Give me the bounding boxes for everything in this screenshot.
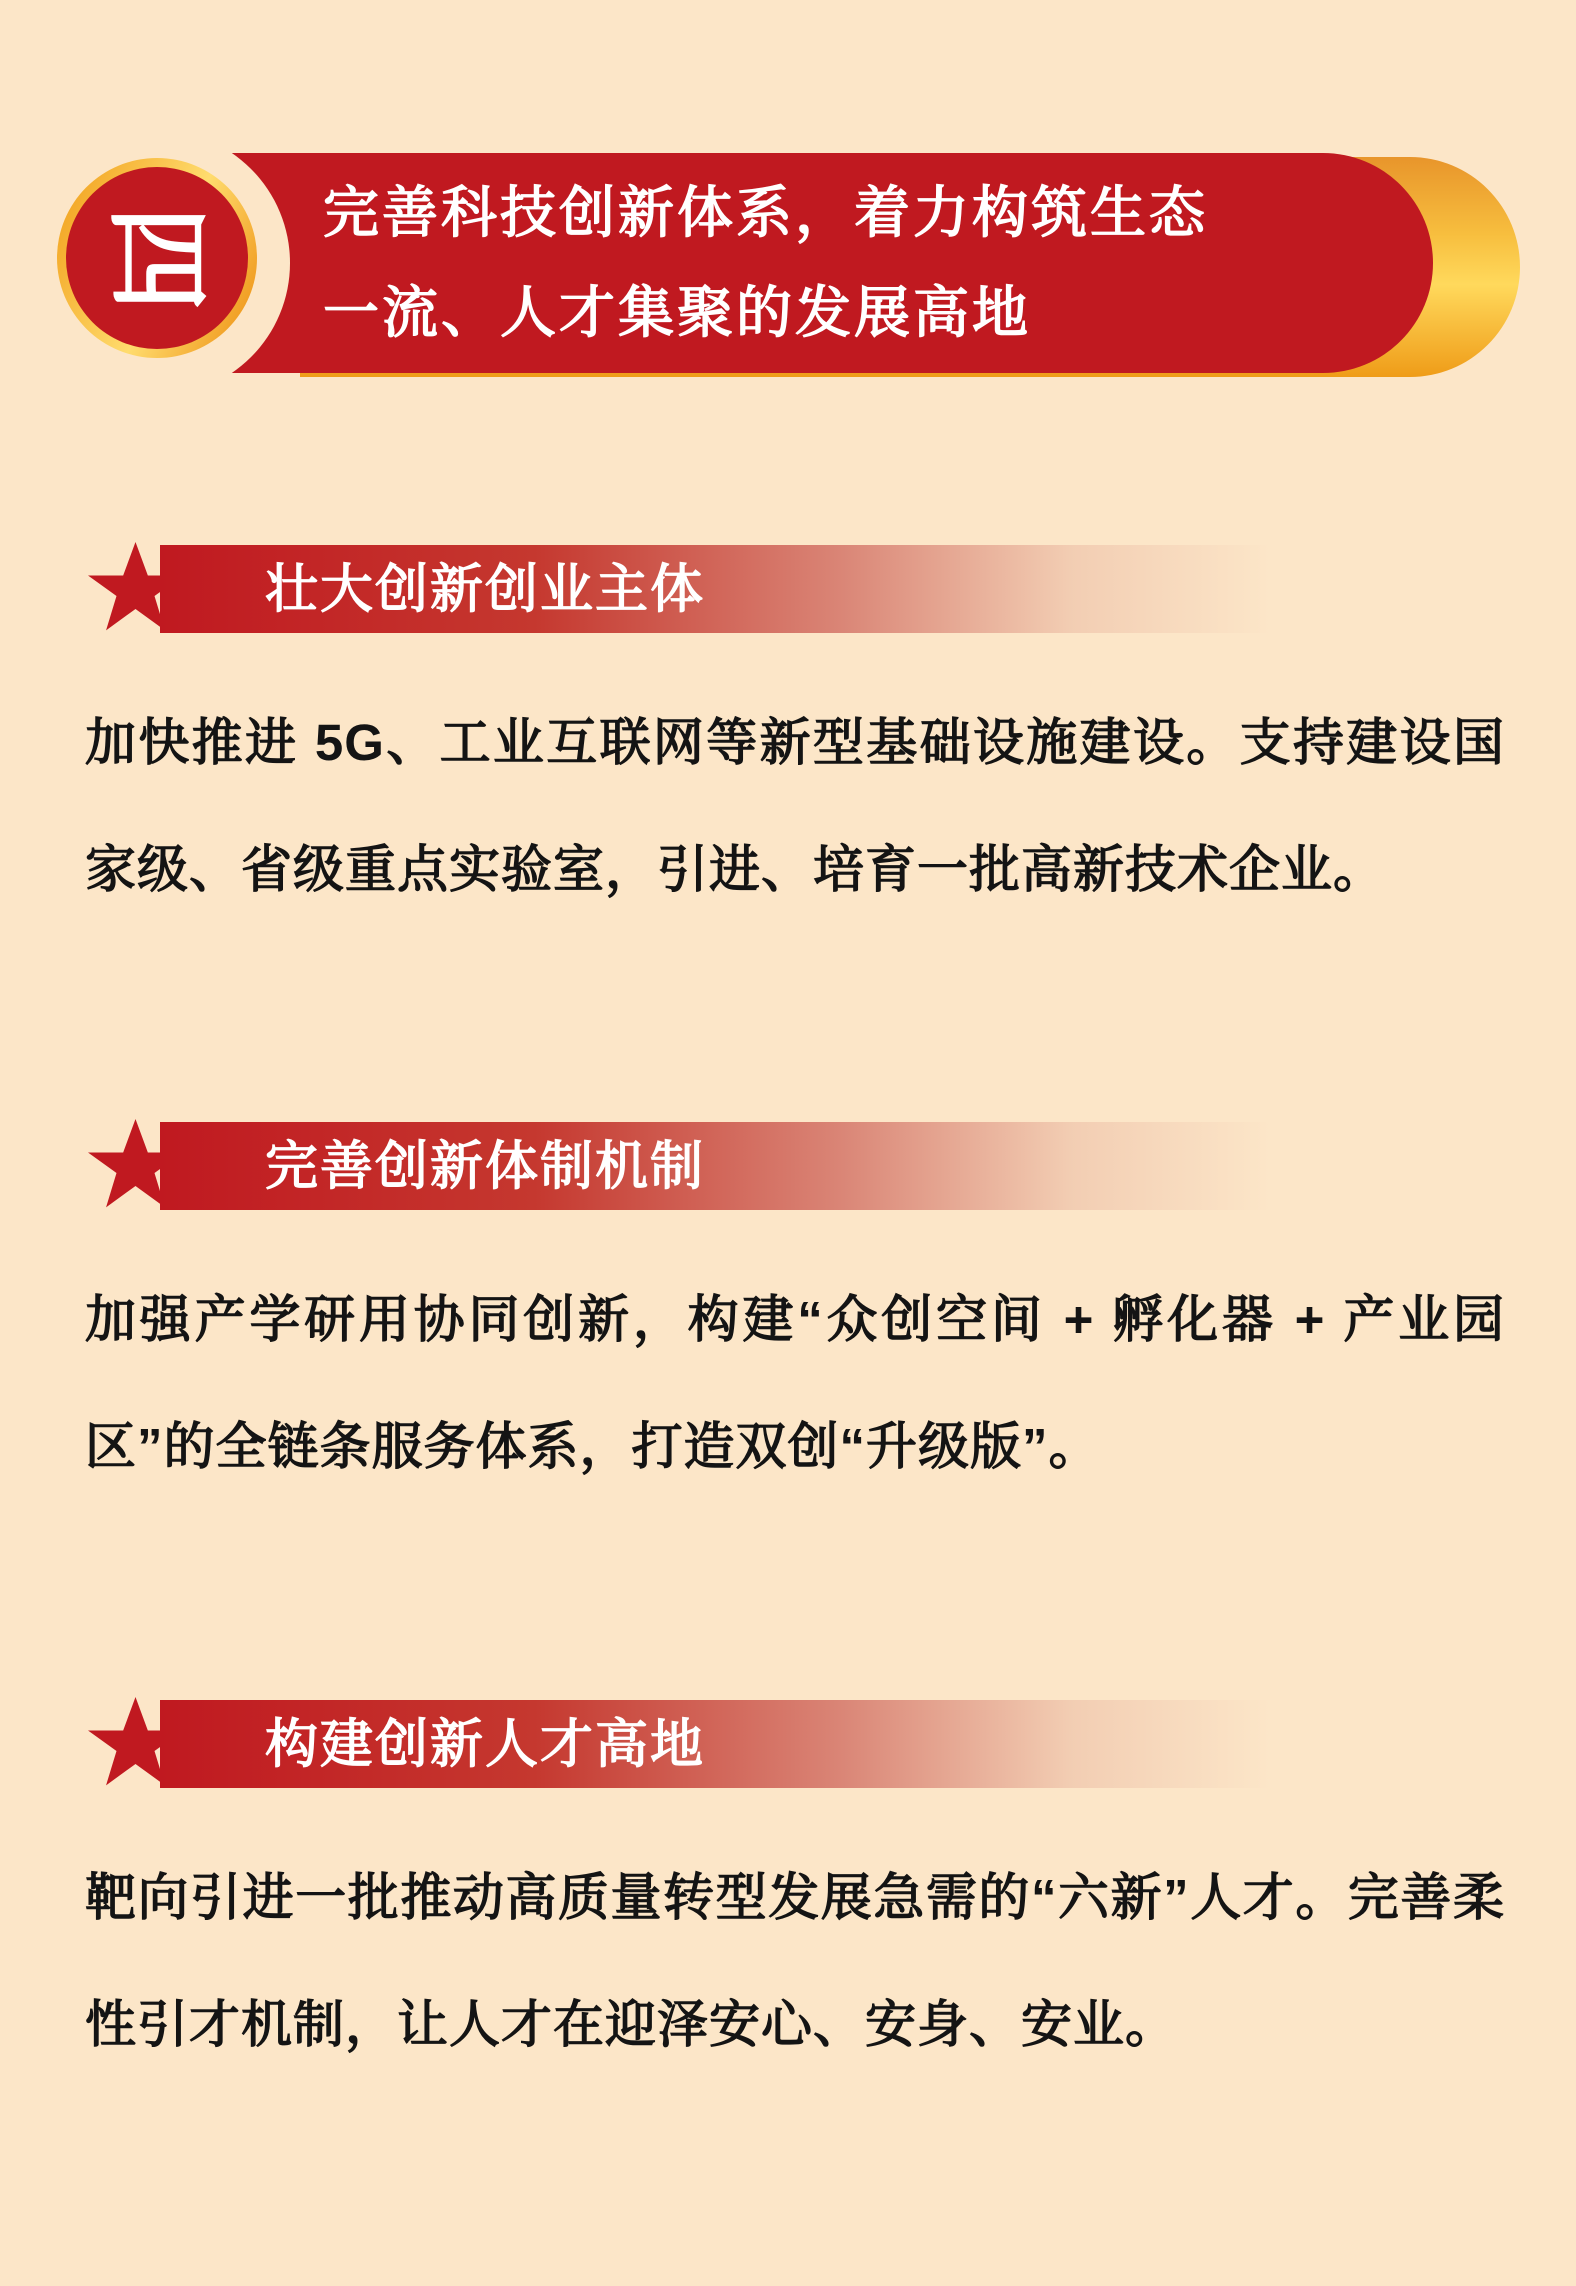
section-heading-banner bbox=[160, 1122, 1330, 1210]
section-heading-row bbox=[0, 1122, 1576, 1210]
section-innovation-mechanism bbox=[0, 1122, 1576, 1510]
page-title bbox=[323, 153, 1373, 373]
section-heading-label: 壮大创新创业主体 bbox=[265, 559, 705, 619]
section-body-text: 加快推进 5G、工业互联网等新型基础设施建设。支持建设国家级、省级重点实验室，引进、培育一批高新技术企业。 bbox=[85, 714, 1505, 898]
section-innovation-entities bbox=[0, 545, 1576, 933]
section-heading-banner bbox=[160, 1700, 1330, 1788]
section-heading-row bbox=[0, 1700, 1576, 1788]
page-title-line1: 完善科技创新体系，着力构筑生态 bbox=[323, 181, 1208, 244]
section-body-text: 加强产学研用协同创新，构建“众创空间 + 孵化器 + 产业园区”的全链条服务体系，打造双创“升级版”。 bbox=[85, 1291, 1505, 1475]
section-heading-row bbox=[0, 545, 1576, 633]
section-heading-banner bbox=[160, 545, 1330, 633]
section-number-badge bbox=[57, 158, 257, 358]
section-heading-label: 构建创新人才高地 bbox=[265, 1714, 705, 1774]
section-number-badge-inner bbox=[66, 167, 248, 349]
section-heading-label: 完善创新体制机制 bbox=[265, 1136, 705, 1196]
section-talent-highland bbox=[0, 1700, 1576, 2088]
section-number: 四 bbox=[98, 205, 216, 311]
page-title-line2: 一流、人才集聚的发展高地 bbox=[323, 281, 1031, 344]
section-body-text: 靶向引进一批推动高质量转型发展急需的“六新”人才。完善柔性引才机制，让人才在迎泽安心、安身、安业。 bbox=[85, 1869, 1505, 2053]
